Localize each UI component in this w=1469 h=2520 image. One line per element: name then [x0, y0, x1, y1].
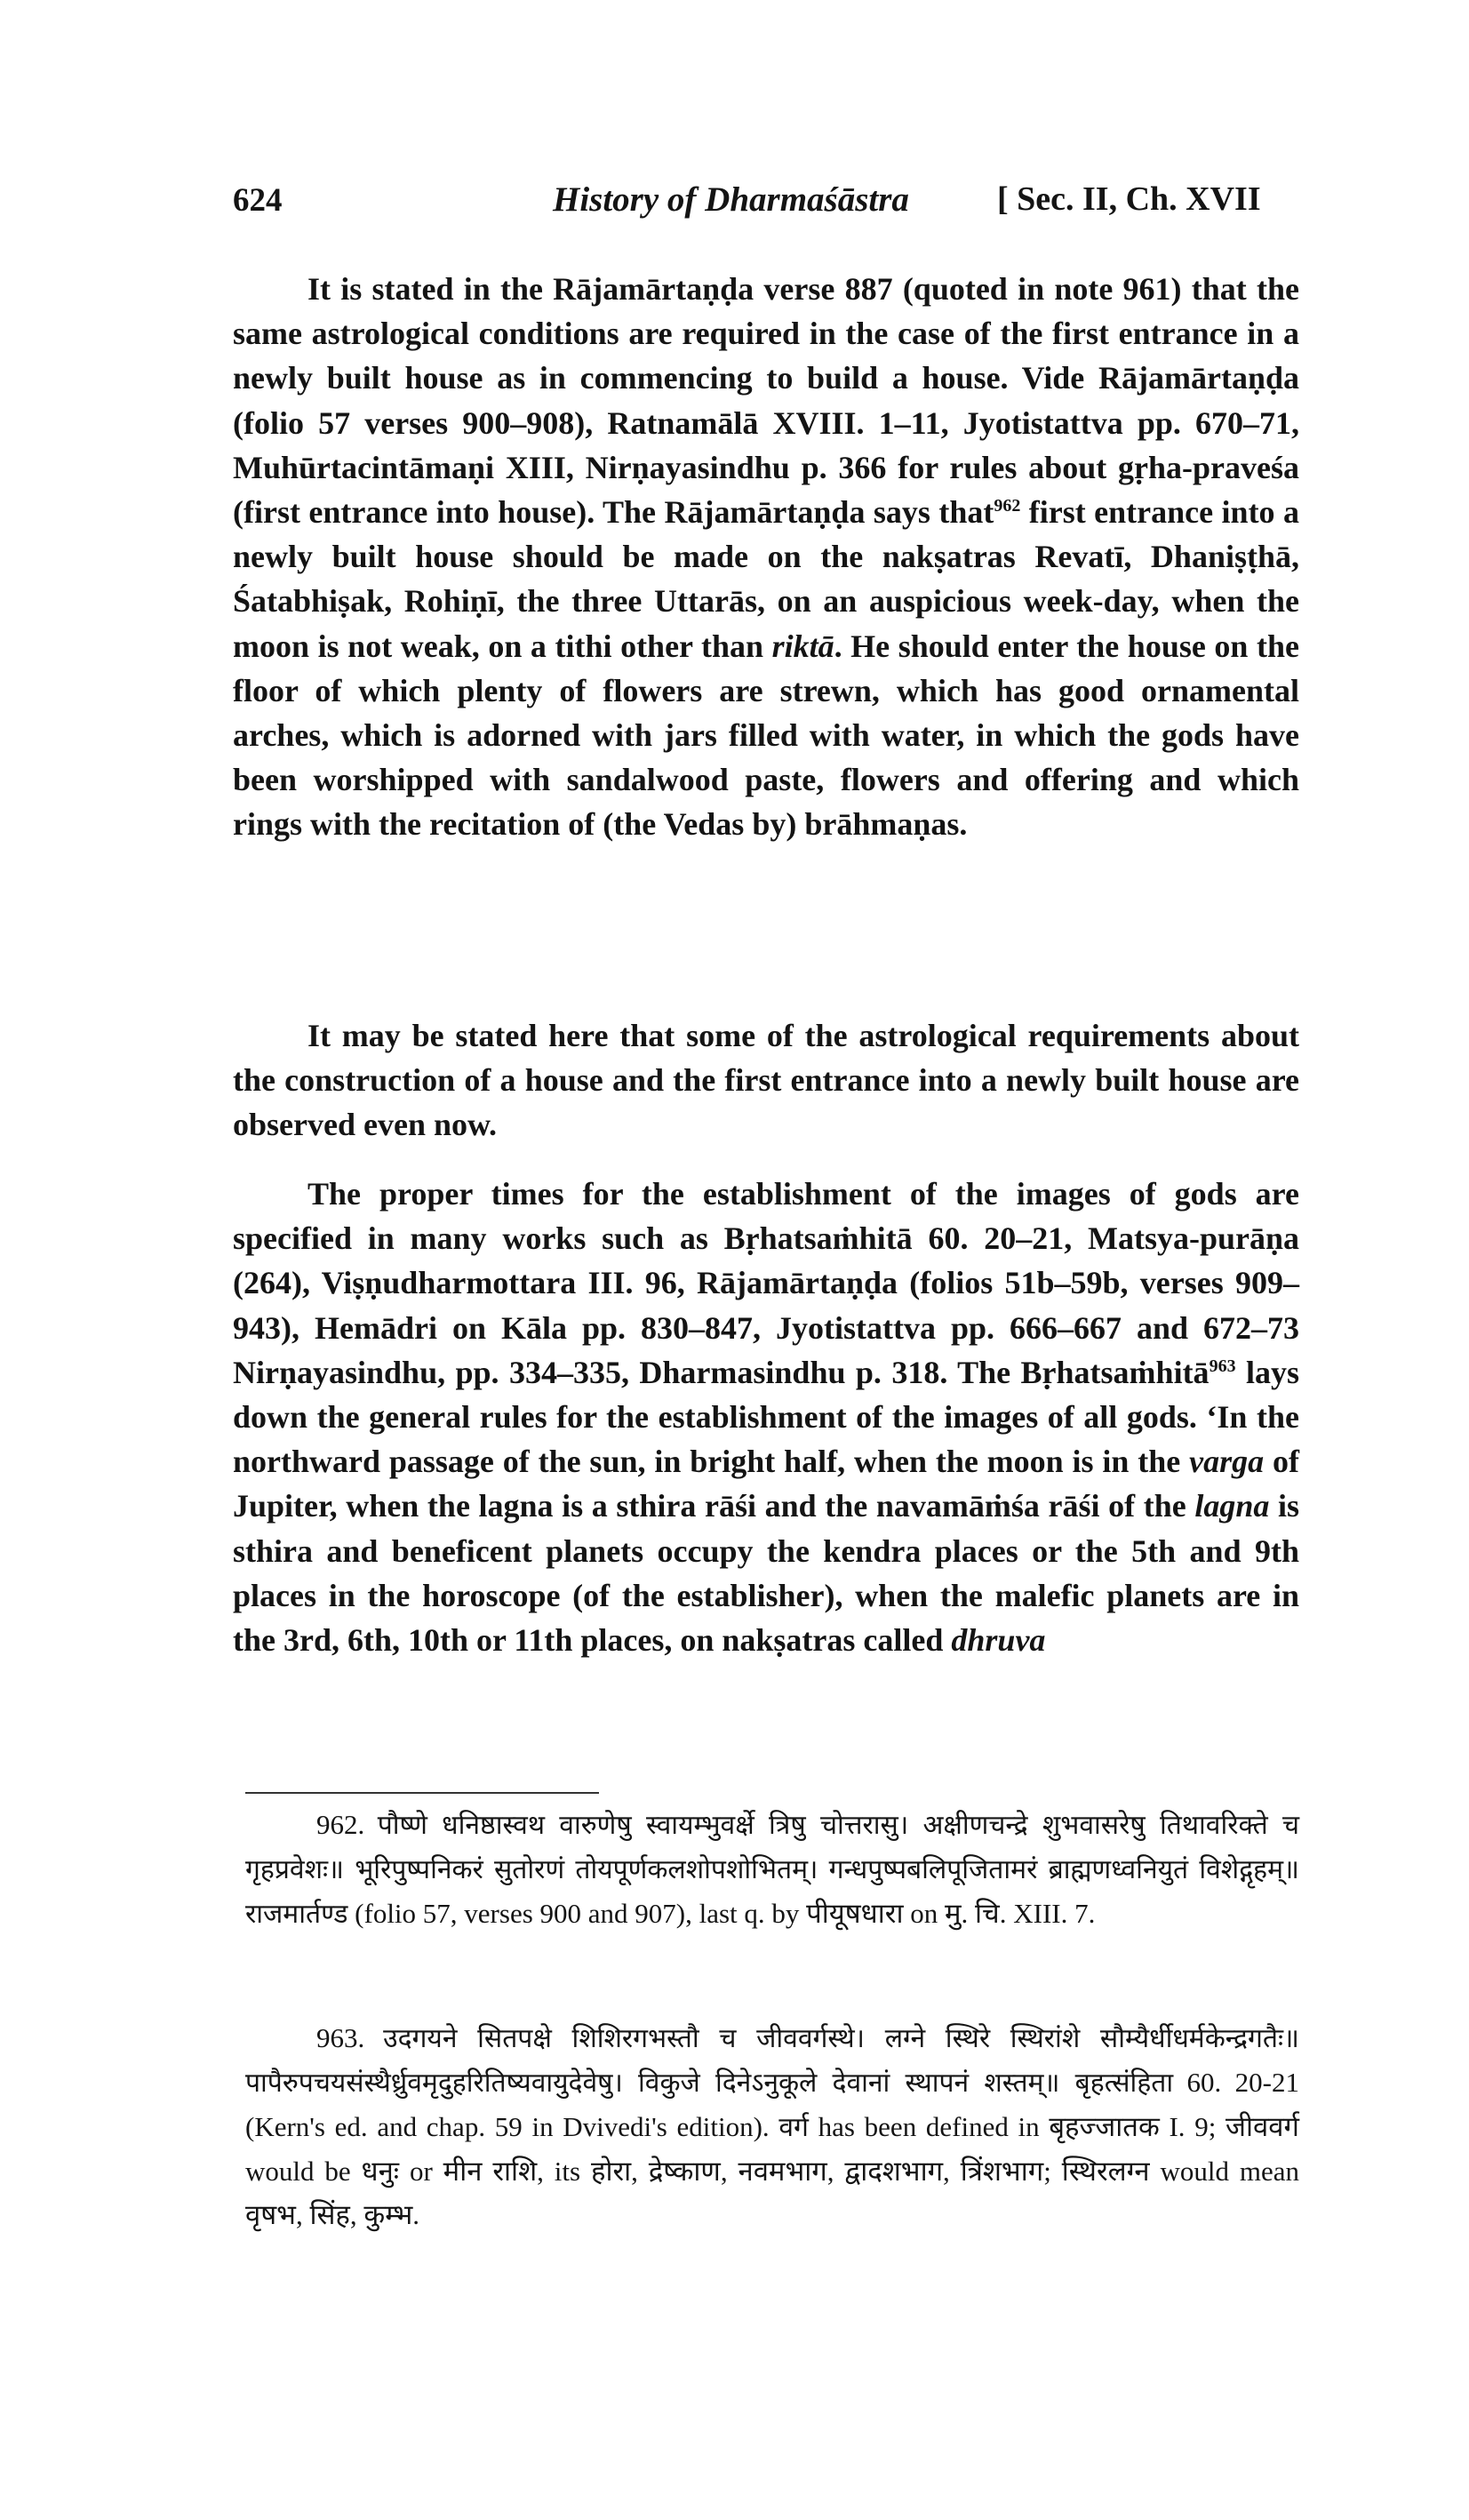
paragraph-image-establishment: The proper times for the establishment of the images of gods are specified in many works such as Bṛhatsaṁhitā 60. 20–21, Matsya-purāṇa (264), Viṣṇudharmottara III. 96, Rājamārtaṇḍa (folios 51b–59b, verses 909–943), Hemādri on Kāla pp. 830–847, Jyotistattva pp. 666–667 and 672–73 Nirṇayasindhu, pp. 334–335, Dharmasindhu p. 318. The Bṛhatsaṁhitā$^{963}$ lays down the general rules for the establishment of the images of all gods. ‘In the northward passage of the sun, in bright half, when the moon is in the varga of Jupiter, when the lagna is a sthira rāśi and the navamāṁśa rāśi of the lagna is sthira and beneficent planets occupy the kendra places or the 5th and 9th places in the horoscope (of the establisher), when the malefic planets are in the 3rd, 6th, 10th or 11th places, on nakṣatras called dhruva — [233, 1176, 1300, 1659]
book-title: History of Dharmaśāstra — [553, 180, 909, 219]
footnote-number: 962. — [316, 1809, 365, 1840]
term-dhruva: dhruva — [951, 1622, 1046, 1659]
footnote-number: 963. — [316, 2022, 365, 2053]
footnote-ref-963[interactable]: 963 — [1209, 1356, 1236, 1376]
section-chapter-label: [ Sec. II, Ch. XVII — [997, 180, 1261, 218]
term-rikta: riktā — [771, 628, 834, 664]
footnote-citation: 60. 20-21 (Kern's ed. and chap. 59 in Dvivedi's edition). — [245, 2067, 1299, 2142]
paragraph-griha-pravesha: It is stated in the Rājamārtaṇḍa verse 887 (quoted in note 961) that the same astrological conditions are required in the case of the first entrance in a newly built house as in commencing to build a house. Vide Rājamārtaṇḍa (folio 57 verses 900–908), Ratnamālā XVIII. 1–11, Jyotistattva pp. 670–71, Muhūrtacintāmaṇi XIII, Nirṇayasindhu p. 366 for rules about gṛha-praveśa (first entrance into house). The Rājamārtaṇḍa says that$^{962}$ first entrance into a newly built house should be made on the nakṣatras Revatī, Dhaniṣṭhā, Śatabhiṣak, Rohiṇī, the three Uttarās, on an auspicious week-day, when the moon is not weak, on a tithi other than riktā. He should enter the house on the floor of which plenty of flowers are strewn, which has good ornamental arches, which is adorned with jars filled with water, in which the gods have been worshipped with sandalwood paste, flowers and offering and which rings with the recitation of (the Vedas by) brāhmaṇas. — [233, 271, 1299, 843]
sanskrit-quote: उदगयने सितपक्षे शिशिरगभस्तौ च जीववर्गस्थे। लग्ने स्थिरे स्थिरांशे सौम्यैर्धीधर्मकेन्द्रगतैः॥ पापैरुपचयसंस्थैर्ध्रुवमृदुहरितिष्यवायुदेवेषु। विकुजे दिनेऽनुकूले देवानां स्थापनं शस्तम्॥ बृहत्संहिता — [245, 2023, 1299, 2099]
footnote-divider — [245, 1792, 599, 1794]
paragraph-observed-now: It may be stated here that some of the astrological requirements about the construction of a house and the first entrance into a newly built house are observed even now. — [233, 1018, 1299, 1143]
sanskrit-quote: पौष्णे धनिष्ठास्वथ वारुणेषु स्वायम्भुवर्क्षे त्रिषु चोत्तरासु। अक्षीणचन्द्रे शुभवासरेषु तिथावरिक्ते च गृहप्रवेशः॥ भूरिपुष्पनिकरं सुतोरणं तोयपूर्णकलशोपशोभितम्। गन्धपुष्पबलिपूजितामरं ब्राह्मणध्वनियुतं विशेद्गृहम्॥ राजमार्तण्ड — [245, 1810, 1299, 1930]
footnote-ref-962[interactable]: 962 — [994, 496, 1021, 516]
footnote-962 — [245, 1803, 1299, 1936]
footnote-citation: (folio 57, verses 900 and 907), last q. by पीयूषधारा on मु. चि. XIII. 7. — [347, 1898, 1096, 1929]
footnote-963 — [245, 2016, 1299, 2236]
sanskrit-term: वर्ग — [778, 2112, 809, 2143]
footnote-text: has been defined in बृहज्जातक I. 9; जीववर्ग would be धनुः or मीन राशि, its होरा, द्रेष्काण, नवमभाग, द्वादशभाग, त्रिंशभाग; स्थिरलग्न would mean वृषभ, सिंह, कुम्भ. — [245, 2111, 1299, 2230]
page-number: 624 — [233, 182, 283, 219]
running-header — [233, 174, 1299, 228]
term-varga: varga — [1189, 1444, 1265, 1480]
term-lagna: lagna — [1194, 1488, 1270, 1524]
